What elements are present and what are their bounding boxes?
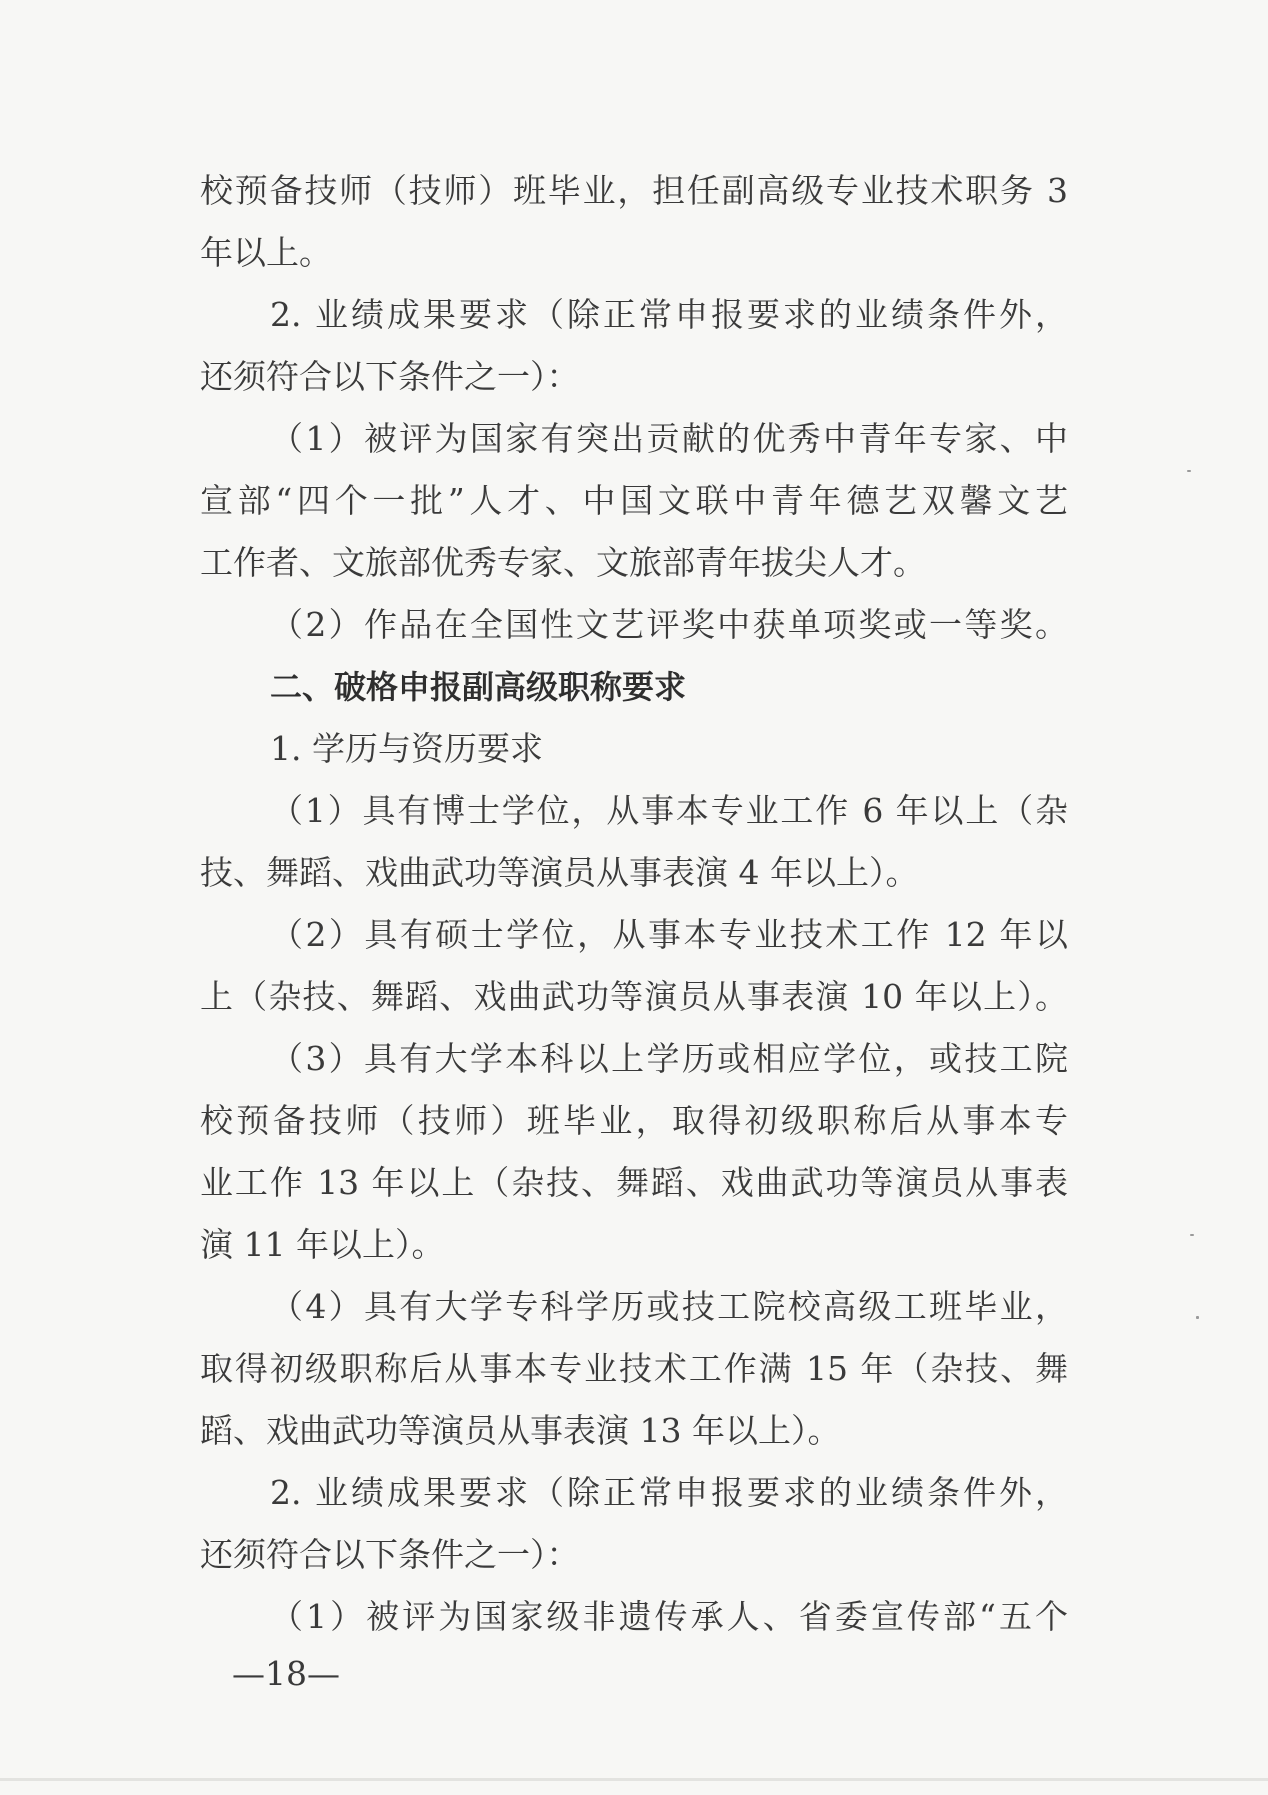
text-line: （3）具有大学本科以上学历或相应学位，或技工院: [270, 1039, 1068, 1078]
text-line: 取得初级职称后从事本专业技术工作满 15 年（杂技、舞: [200, 1349, 1068, 1388]
text-line: （2）具有硕士学位，从事本专业技术工作 12 年以: [270, 915, 1068, 954]
document-body: [200, 160, 1068, 1648]
section-heading: 二、破格申报副高级职称要求: [270, 668, 687, 706]
text-line: （2）作品在全国性文艺评奖中获单项奖或一等奖。: [270, 605, 1068, 644]
subsection-heading: 1. 学历与资历要求: [270, 729, 543, 768]
text-line: （1）具有博士学位，从事本专业工作 6 年以上（杂: [270, 791, 1068, 830]
text-line: 技、舞蹈、戏曲武功等演员从事表演 4 年以上）。: [200, 853, 919, 892]
text-line: 校预备技师（技师）班毕业，担任副高级专业技术职务 3: [200, 171, 1068, 210]
scan-speck: [1196, 1316, 1199, 1319]
text-line: 2. 业绩成果要求（除正常申报要求的业绩条件外，: [270, 1473, 1068, 1512]
text-line: 2. 业绩成果要求（除正常申报要求的业绩条件外，: [270, 295, 1068, 334]
scan-speck: [1187, 470, 1191, 472]
scan-bottom-edge: [0, 1778, 1268, 1781]
text-line: （1）被评为国家有突出贡献的优秀中青年专家、中: [270, 419, 1068, 458]
text-line: 工作者、文旅部优秀专家、文旅部青年拔尖人才。: [200, 543, 926, 582]
text-line: 年以上。: [200, 233, 332, 272]
text-line: 演 11 年以上）。: [200, 1225, 445, 1264]
text-line: 宣部“四个一批”人才、中国文联中青年德艺双馨文艺: [200, 481, 1068, 520]
scan-speck: [1190, 1234, 1194, 1236]
text-line: （1）被评为国家级非遗传承人、省委宣传部“五个: [270, 1597, 1068, 1636]
text-line: 上（杂技、舞蹈、戏曲武功等演员从事表演 10 年以上）。: [200, 977, 1068, 1016]
text-line: 校预备技师（技师）班毕业，取得初级职称后从事本专: [200, 1101, 1068, 1140]
text-line: 业工作 13 年以上（杂技、舞蹈、戏曲武功等演员从事表: [200, 1163, 1068, 1202]
text-line: 蹈、戏曲武功等演员从事表演 13 年以上）。: [200, 1411, 841, 1450]
text-line: （4）具有大学专科学历或技工院校高级工班毕业，: [270, 1287, 1068, 1326]
text-line: 还须符合以下条件之一）：: [200, 1535, 580, 1574]
page-number: —18—: [232, 1654, 340, 1693]
text-line: 还须符合以下条件之一）：: [200, 357, 580, 396]
